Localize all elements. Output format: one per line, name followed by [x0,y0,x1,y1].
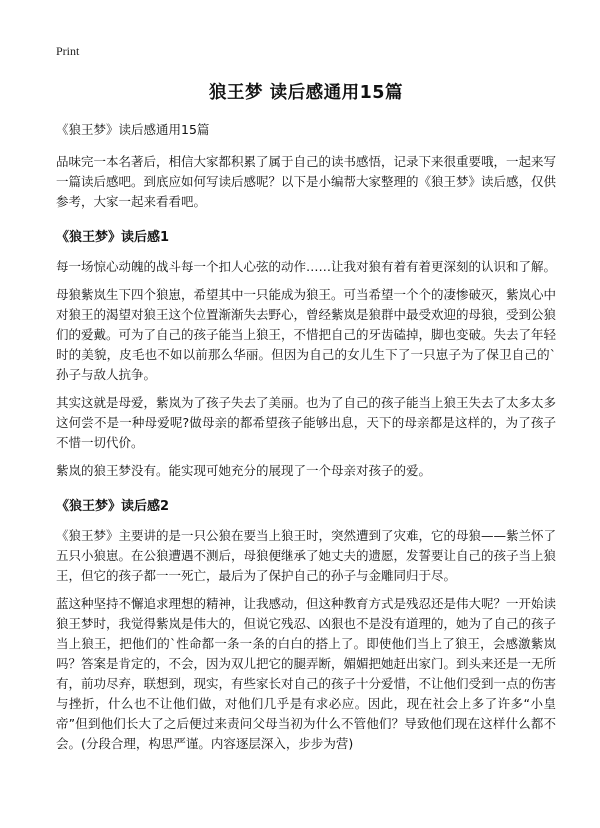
section-paragraph: 每一场惊心动魄的战斗每一个扣人心弦的动作……让我对狼有着有着更深刻的认识和了解。 [56,259,557,274]
section-paragraph: 母狼紫岚生下四个狼崽，希望其中一只能成为狼王。可当希望一个个的凄惨破灭，紫岚心中对狼王的渴望对狼王这个位置渐渐失去野心，曾经紫岚是狼群中最受欢迎的母狼，受到公狼们的爱戴。可为了自己的孩子能当上狼王，不惜把自己的牙齿磕掉，脚也变破。失去了年轻时的美貌，皮毛也不如以前那么华丽。但因为自己的女儿生下了一只崽子为了保卫自己的`孙子与敌人抗争。 [56,287,557,382]
document-title: 狼王梦 读后感通用15篇 [209,83,403,103]
section-paragraph: 蓝这种坚持不懈追求理想的精神，让我感动，但这种教育方式是残忍还是伟大呢？一开始读狼王梦时，我觉得紫岚是伟大的，但说它残忍、凶狠也不是没有道理的，她为了自己的孩子当上狼王，把他们的`性命都一条一条的白白的搭上了。即使他们当上了狼王，会感激紫岚吗？答案是肯定的，不会，因为双儿把它的腿弄断，媚媚把她赶出家门。到头来还是一无所有，前功尽弃，联想到，现实，有些家长对自己的孩子十分爱惜，不让他们受到一点的伤害与挫折，什么也不让他们做，对他们几乎是有求必应。因此，现在社会上多了许多“小皇帝”但到他们长大了之后便过来责问父母当初为什么不管他们？导致他们现在这样什么都不会。(分段合理，构思严谨。内容逐层深入，步步为营) [56,596,557,751]
section-2 [56,495,556,754]
section-paragraph: 其实这就是母爱，紫岚为了孩子失去了美丽。也为了自己的孩子能当上狼王失去了太多太多这何尝不是一种母爱呢?做母亲的都希望孩子能够出息，天下的母亲都是这样的，为了孩子不惜一切代价。 [56,395,557,450]
section-paragraph: 《狼王梦》主要讲的是一只公狼在要当上狼王时，突然遭到了灾难，它的母狼——紫兰怀了五只小狼崽。在公狼遭遇不测后，母狼便继承了她丈夫的遗愿，发誓要让自己的孩子当上狼王，但它的孩子都一一死亡，最后为了保护自己的孙子与金雕同归于尽。 [56,528,557,583]
section-1 [56,226,556,481]
section-heading: 《狼王梦》读后感1 [56,230,170,245]
document-subtitle: 《狼王梦》读后感通用15篇 [56,122,210,137]
section-paragraph: 紫岚的狼王梦没有。能实现可她充分的展现了一个母亲对孩子的爱。 [56,463,432,478]
print-label: Print [56,44,80,58]
intro-paragraph: 品味完一本名著后，相信大家都积累了属于自己的读书感悟，记录下来很重要哦，一起来写一篇读后感吧。到底应如何写读后感呢？以下是小编帮大家整理的《狼王梦》读后感，仅供参考，大家一起来看看吧。 [56,154,557,209]
section-heading: 《狼王梦》读后感2 [56,499,170,514]
